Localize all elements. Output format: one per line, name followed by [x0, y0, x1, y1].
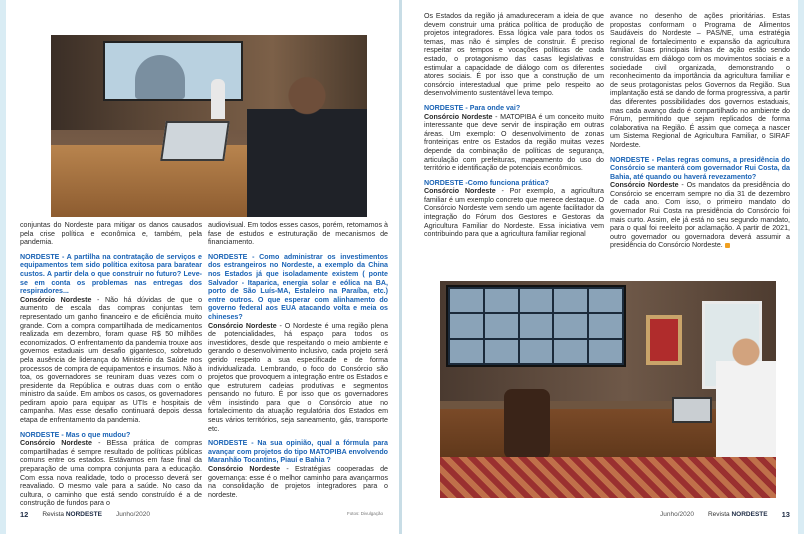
answer-lead: Consórcio Nordeste — [208, 321, 277, 330]
left-col-2 — [208, 221, 388, 499]
end-mark-icon — [725, 243, 730, 248]
man-seated — [247, 69, 367, 217]
question-heading: NORDESTE - Para onde vai? — [424, 103, 521, 112]
answer-text: - Por exemplo, a agricultura familiar é um exemplo concreto que merece destaque. O Consórcio Nordeste vem sendo um agente facilitador da integração do Fórum dos Gestores e Gestoras da Agricultura Familiar do Nordeste. Essa iniciativa vem contribuindo para que a agricultura familiar regional — [424, 187, 605, 239]
question-heading: NORDESTE - A partilha na contratação de serviços e equipamentos tem sido política exitosa para baratear custos. A partir dela o que construir no futuro? Leve-se em conta os problemas nas entregas dos respiradores... — [20, 252, 202, 296]
photo-videoconference-desk — [51, 35, 367, 217]
laptop — [160, 121, 230, 161]
answer-paragraph — [208, 465, 388, 499]
paragraph: avance no desenho de ações prioritárias. Estas propostas conformam o Programa de Alimentos Saudáveis do Nordeste – PAS/NE, uma estratégia regional de fortalecimento e expansão da agricultura familiar. Suas principais linhas de ação estão sendo construídas em diálogo com os movimentos sociais e a sociedade civil organizada, demonstrando o reconhecimento da importância da agricultura familiar e de seus protagonistas pelos Governos da Região. Sua implantação está se dando de forma progressiva, a partir das diferentes possibilidades dos governos estaduais, mas cada avanço dado é compartilhado no ambiente do Fórum, permitindo que sejam replicados de forma colaborativa na Região. É assim que começa a nascer um Sistema Regional de Agricultura Familiar, o SIRAF Nordeste. — [610, 12, 790, 149]
photo-governor-videoconference — [440, 281, 776, 498]
answer-lead: Consórcio Nordeste — [208, 465, 281, 474]
issue-date: Junho/2020 — [660, 511, 694, 518]
answer-text: - Os mandatos da presidência do Consórcio se encerram sempre no dia 31 de dezembro de cada ano. Com isso, o primeiro mandato do governador Rui Costa na presidência do Consórcio foi mais curto. Assim, ele já está no seu segundo mandato, para o qual foi reeleito por aclamação. A partir de 2021, outro governador ou governadora deverá assumir a presidência do Consórcio Nordeste. — [610, 181, 791, 250]
answer-lead: Consórcio Nordeste — [20, 439, 92, 448]
answer-lead: Consórcio Nordeste — [424, 187, 496, 196]
question-heading: NORDESTE -Como funciona prática? — [424, 178, 549, 187]
magazine-prefix: Revista — [42, 511, 66, 518]
magazine-name — [42, 511, 102, 518]
answer-text: - MATOPIBA é um conceito muito interessante que deve servir de inspiração em outras áreas. Um exemplo: O desenvolvimento de zonas fronteiriças entre os Estados da região muitas vezes depende da combinação de políticas de segurança, articulação com prefeituras, mapeamento do uso do território e identificação de potenciais econômicos. — [424, 112, 605, 173]
question-heading: NORDESTE - Como administrar os investimentos dos estrangeiros no Nordeste, a exemplo da China nos Estados já que isoladamente existem ( ponte Salvador - Itaparica, energia solar e eólica na BA, porto de São Luís-MA, Estaleiro na Paraíba, etc.) entre outros. O que esperar com alinhamento do governo federal aos EUA atacando volta e meia os chineses? — [208, 252, 388, 321]
question-heading: NORDESTE - Pelas regras comuns, a presidência do Consórcio se manterá com governador Rui Costa, da Bahia, até quando ou haverá revezamento? — [610, 155, 790, 181]
answer-lead: Consórcio Nordeste — [610, 181, 679, 190]
right-col-2 — [610, 12, 790, 250]
chair — [504, 389, 550, 459]
answer-paragraph — [424, 187, 604, 239]
rug — [440, 457, 776, 498]
magazine-brand: NORDESTE — [65, 511, 102, 518]
answer-paragraph — [20, 439, 202, 508]
question-heading: NORDESTE - Mas o que mudou? — [20, 430, 131, 439]
page-number: 12 — [20, 510, 29, 519]
magazine-prefix: Revista — [707, 511, 732, 518]
answer-lead: Consórcio Nordeste — [20, 295, 92, 304]
left-col-1 — [20, 221, 202, 508]
left-footer — [20, 510, 150, 519]
answer-lead: Consórcio Nordeste — [424, 112, 493, 121]
right-col-1 — [424, 12, 604, 239]
paragraph: Os Estados da região já amadureceram a ideia de que devem construir uma prática política de produção de projetos integradores. Essa lógica vale para todos os temas, mas não é simples de construir. É preciso respeitar os tempos e vocações políticas de cada estado, o protagonismo das casas legislativas e estimular a capacidade de diálogo com os diferentes atores sociais. É por isso que a construção de um consórcio interestadual que prime pelo respeito ao desenvolvimento sustentável leva tempo. — [424, 12, 604, 98]
left-page — [6, 0, 399, 534]
paragraph: conjuntas do Nordeste para mitigar os danos causados pela crise política e econômica e, também, pela pandemia. — [20, 221, 202, 247]
right-footer — [660, 510, 790, 519]
photo-credit: Fotos: Divulgação — [347, 511, 384, 516]
right-page — [402, 0, 798, 534]
answer-paragraph — [424, 113, 604, 173]
video-grid-screen — [446, 285, 626, 367]
answer-paragraph — [20, 296, 202, 425]
person-background — [211, 79, 225, 119]
answer-paragraph — [208, 322, 388, 434]
magazine-brand: NORDESTE — [731, 511, 768, 518]
answer-text: - Não há dúvidas de que o aumento de escala das compras conjuntas tem representado um ganho financeiro e de eficiência muito grande. Com a compra compartilhada de medicamentos realizada em dezembro, foram quase R$ 50 milhões economizados. O enfrentamento da pandemia trouxe aos governos estaduais um desafio gigantesco, sobretudo pela ausência de liderança do Ministério da Saúde nos processos de compra de equipamentos e insumos. Não à toa, os governadores se reuniram duas vezes com o presidente da República e outras duas com o então ministro da saúde. Em ambos os casos, os governadores pediram apoio para equipar as UTIs e hospitais de campanha. Mas esse desafio continuará depois dessa etapa de enfrentamento da pandemia. — [20, 295, 203, 425]
paragraph: audiovisual. Em todos esses casos, porém, retomamos à fase de estudos e estruturação de mecanismos de financiamento. — [208, 221, 388, 247]
answer-text: - O Nordeste é uma região plena de potencialidades, há espaço para todos os investidores, desde que respeitando o meio ambiente e gerando o desenvolvimento inclusivo, cada projeto será gerido respeito a sua especificade e de forma individualizada. Lembrando, o foco do Consórcio são projetos que provoquem a integração entre os Estados e que estruturem cadeias produtivas e segmentos pensando no futuro. É por isso que os governadores vêm insistindo para que o Consórcio atue no fortalecimento da atuação regulatória dos Estados em seus vários territórios, seja saneamento, gás, transporte etc. — [208, 321, 389, 433]
page-number: 13 — [781, 510, 790, 519]
magazine-name — [708, 511, 768, 518]
laptop — [672, 397, 712, 423]
question-heading: NORDESTE - Na sua opinião, qual a fórmula para avançar com projetos do tipo MATOPIBA envolvendo Maranhão Tocantins, Piauí e Bahia ? — [208, 439, 388, 465]
issue-date: Junho/2020 — [115, 511, 150, 518]
framed-picture — [646, 315, 682, 365]
answer-text: - Estratégias cooperadas de governança: esse é o melhor caminho para avançarmos na consolidação de projetos integradores para o nordeste. — [208, 465, 389, 499]
answer-paragraph — [610, 181, 790, 250]
answer-text: - BEssa prática de compras compartilhadas é sempre resultado de políticas públicas comuns entre os estados. Estávamos em fase final da preparação de uma compra conjunta para a educação. Com essa nova realidade, todo o processo deverá ser reavaliado. O mesmo vale para a saúde. No caso da cultura, o caminho que está sendo construído é a de construção de fundos para o — [20, 439, 202, 508]
tv-face — [135, 55, 185, 99]
